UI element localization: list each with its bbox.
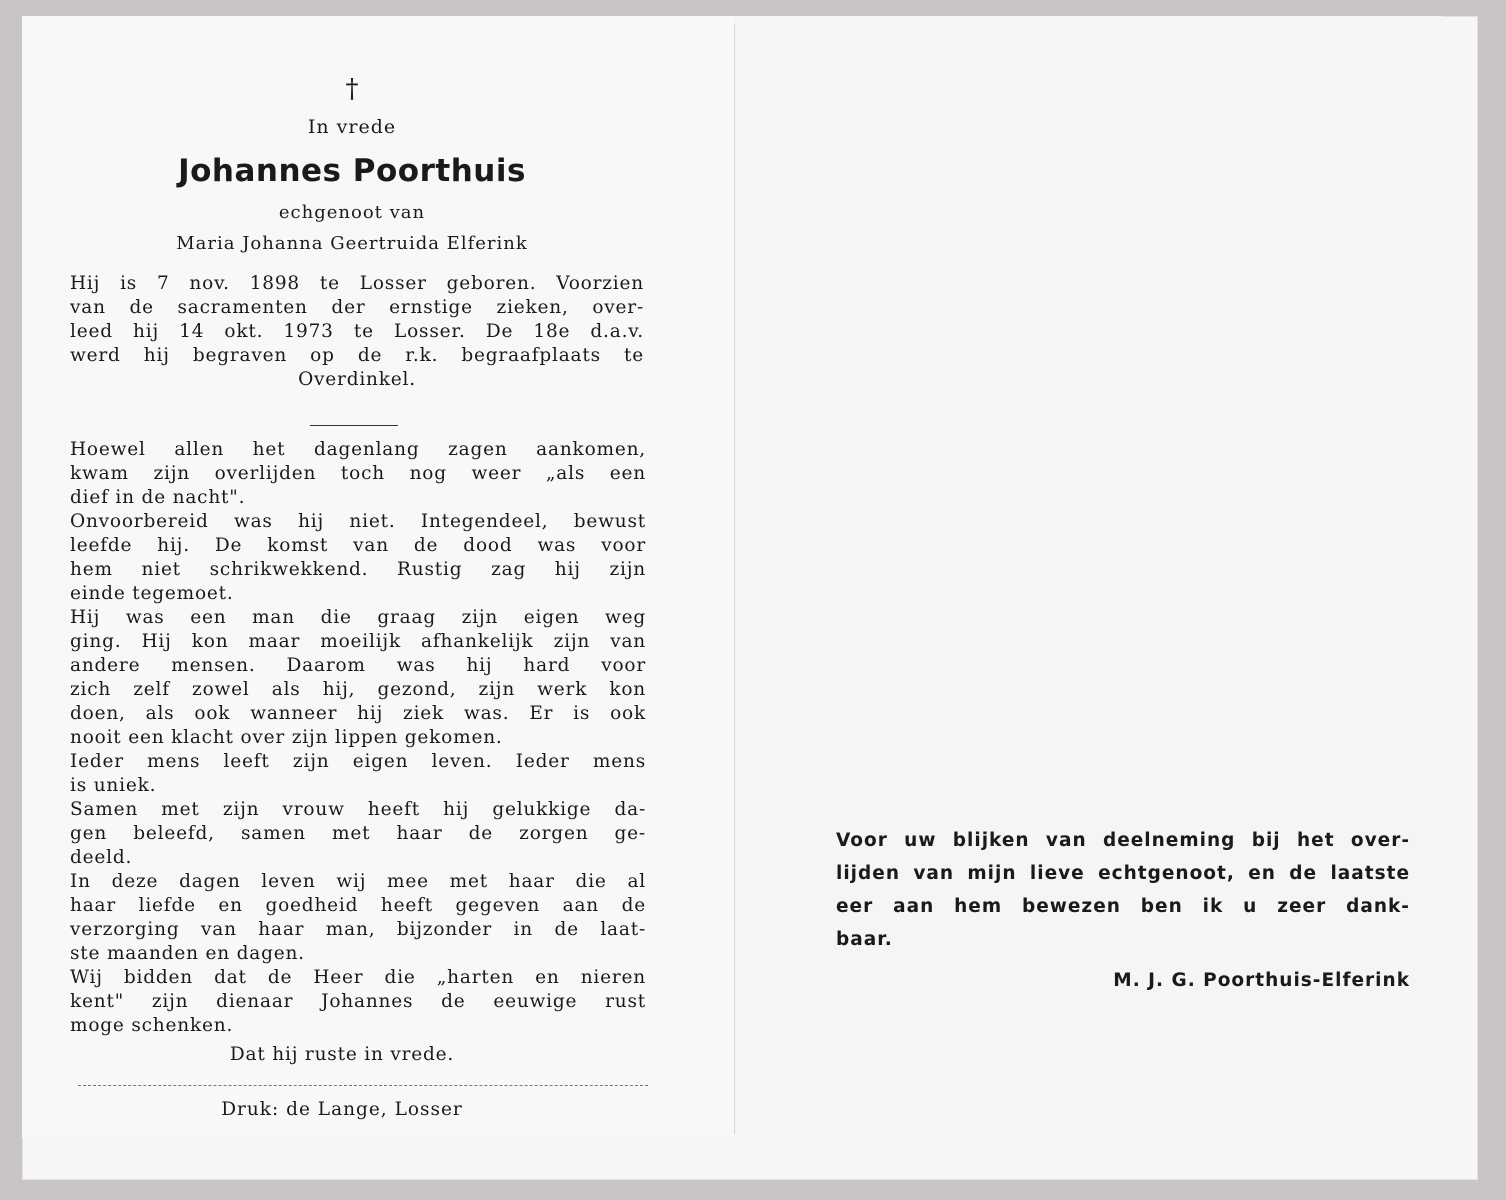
text-line: Ieder mens leeft zijn eigen leven. Ieder mens — [70, 751, 646, 772]
signature: M. J. G. Poorthuis-Elferink — [1113, 970, 1410, 991]
printer-credit: Druk: de Lange, Losser — [221, 1099, 463, 1120]
text-line: andere mensen. Daarom was hij hard voor — [70, 655, 646, 676]
biography — [70, 272, 644, 392]
text-line: is uniek. — [70, 775, 157, 796]
text-line: moge schenken. — [70, 1015, 234, 1036]
thanks-line: lijden van mijn lieve echtgenoot, en de laatste — [836, 863, 1410, 884]
text-line: Hoewel allen het dagenlang zagen aankomen, — [70, 439, 646, 460]
biography-line: werd hij begraven op de r.k. begraafplaats te — [70, 345, 644, 366]
memorial-text — [70, 438, 646, 1038]
thanks-line: eer aan hem bewezen ben ik u zeer dank- — [836, 896, 1410, 917]
dashed-divider — [78, 1085, 648, 1086]
text-line: zich zelf zowel als hij, gezond, zijn werk kon — [70, 679, 646, 700]
fold-line — [734, 24, 735, 1134]
text-line: gen beleefd, samen met haar de zorgen ge- — [70, 823, 646, 844]
text-line: ging. Hij kon maar moeilijk afhankelijk zijn van — [70, 631, 646, 652]
text-line: In deze dagen leven wij mee met haar die al — [70, 871, 646, 892]
spouse-name: Maria Johanna Geertruida Elferink — [176, 233, 528, 254]
memorial-card — [22, 16, 1478, 1180]
text-line: Wij bidden dat de Heer die „harten en nieren — [70, 967, 646, 988]
thanks-line: Voor uw blijken van deelneming bij het over- — [836, 830, 1410, 851]
text-line: deeld. — [70, 847, 133, 868]
spouse-intro: echgenoot van — [278, 202, 426, 223]
text-line: einde tegemoet. — [70, 583, 234, 604]
text-line: nooit een klacht over zijn lippen gekomen. — [70, 727, 503, 748]
divider — [310, 425, 398, 426]
biography-line: Overdinkel. — [298, 369, 416, 390]
left-page — [22, 16, 734, 1138]
thanks-line: baar. — [836, 929, 893, 950]
biography-line: leed hij 14 okt. 1973 te Losser. De 18e d.a.v. — [70, 321, 644, 342]
text-line: leefde hij. De komst van de dood was voor — [70, 535, 646, 556]
text-line: ste maanden en dagen. — [70, 943, 305, 964]
deceased-name: Johannes Poorthuis — [178, 153, 526, 189]
closing-line: Dat hij ruste in vrede. — [229, 1044, 455, 1065]
heading: In vrede — [307, 116, 397, 138]
text-line: kent" zijn dienaar Johannes de eeuwige rust — [70, 991, 646, 1012]
text-line: kwam zijn overlijden toch nog weer „als een — [70, 463, 646, 484]
thank-you-note — [836, 824, 1410, 956]
text-line: doen, als ook wanneer hij ziek was. Er is ook — [70, 703, 646, 724]
text-line: verzorging van haar man, bijzonder in de laat- — [70, 919, 646, 940]
text-line: Samen met zijn vrouw heeft hij gelukkige da- — [70, 799, 646, 820]
text-line: dief in de nacht". — [70, 487, 246, 508]
biography-line: Hij is 7 nov. 1898 te Losser geboren. Voorzien — [70, 273, 644, 294]
text-line: hem niet schrikwekkend. Rustig zag hij zijn — [70, 559, 646, 580]
text-line: haar liefde en goedheid heeft gegeven aan de — [70, 895, 646, 916]
text-line: Onvoorbereid was hij niet. Integendeel, bewust — [70, 511, 646, 532]
biography-line: van de sacramenten der ernstige zieken, over- — [70, 297, 644, 318]
text-line: Hij was een man die graag zijn eigen weg — [70, 607, 646, 628]
cross-icon: † — [345, 74, 359, 104]
